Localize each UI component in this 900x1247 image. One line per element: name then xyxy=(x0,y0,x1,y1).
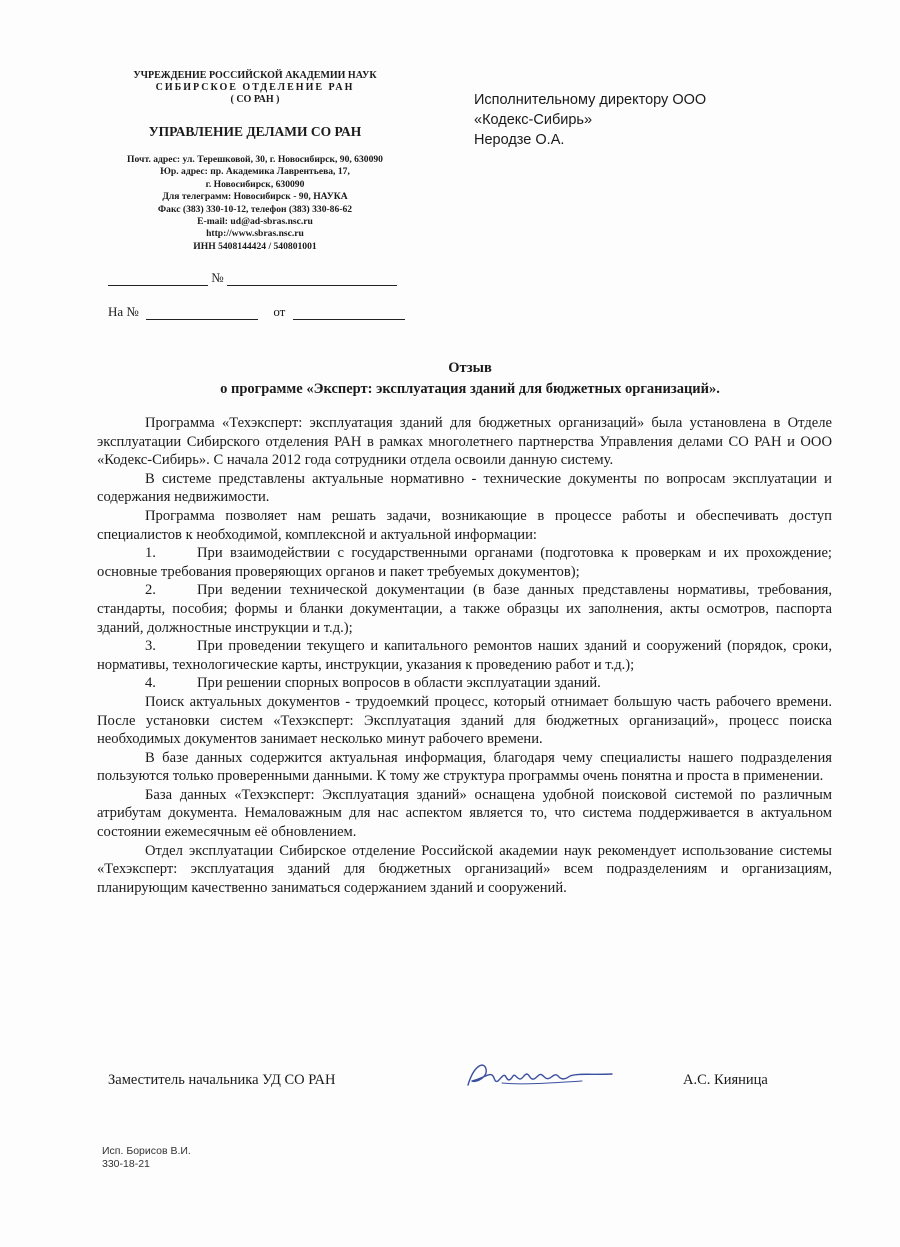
list-item-number: 1. xyxy=(145,545,156,562)
reference-number-label: На № xyxy=(108,304,139,319)
address-line: Юр. адрес: пр. Академика Лаврентьева, 17, xyxy=(160,166,350,178)
list-item-number: 2. xyxy=(145,582,156,599)
address-line: Почт. адрес: ул. Терешковой, 30, г. Новосибирск, 90, 630090 xyxy=(127,154,383,165)
list-item xyxy=(97,674,832,693)
address-line: http://www.sbras.nsc.ru xyxy=(206,228,304,240)
recipient-line: Исполнительному директору ООО xyxy=(474,92,707,108)
executor-phone: 330-18-21 xyxy=(102,1158,150,1170)
list-item-text: При проведении текущего и капитального ремонтов наших зданий и сооружений (порядок, сроки, нормативы, технологические карты, инструкции, указания к проведению работ и т.д.); xyxy=(97,638,832,673)
document-title xyxy=(100,358,840,400)
paragraph: В базе данных содержится актуальная информация, благодаря чему специалисты нашего подразделения пользуются только проверенными данными. К тому же структура программы очень понятна и проста в применении. xyxy=(97,749,832,785)
list-item-text: При ведении технической документации (в базе данных представлены нормативы, требования, стандарты, пособия; формы и бланки документации, а также образцы их заполнения, акты осмотров, паспорта зданий, должностные инструкции и т.д.); xyxy=(97,582,832,636)
paragraph: Программа «Техэксперт: эксплуатация зданий для бюджетных организаций» была установлена в Отделе эксплуатации Сибирского отделения РАН в рамках многолетнего партнерства Управления делами СО РАН и ООО «Кодекс-Сибирь». С начала 2012 года сотрудники отдела освоили данную систему. xyxy=(97,415,832,469)
list-item-text: При решении спорных вопросов в области эксплуатации зданий. xyxy=(197,675,601,692)
recipient-line: Неродзе О.А. xyxy=(474,132,565,148)
address-line: г. Новосибирск, 630090 xyxy=(205,178,305,190)
list-item-number: 3. xyxy=(145,638,156,655)
paragraph: Программа позволяет нам решать задачи, возникающие в процессе работы и обеспечивать доступ специалистов к необходимой, комплексной и актуальной информации: xyxy=(97,507,832,543)
recipient-block xyxy=(474,90,774,150)
outgoing-number-line xyxy=(108,270,408,290)
outgoing-number-blank xyxy=(108,271,208,286)
org-line-3: ( СО РАН ) xyxy=(230,94,280,105)
address-line: Для телеграмм: Новосибирск - 90, НАУКА xyxy=(162,191,348,203)
address-line: Факс (383) 330-10-12, телефон (383) 330-86-62 xyxy=(157,203,353,215)
reference-number-blank xyxy=(146,305,258,320)
department-name: УПРАВЛЕНИЕ ДЕЛАМИ СО РАН xyxy=(148,124,362,139)
reference-date-blank xyxy=(293,305,405,320)
list-item xyxy=(97,637,832,674)
outgoing-date-blank xyxy=(227,271,397,286)
org-line-2: СИБИРСКОЕ ОТДЕЛЕНИЕ РАН xyxy=(155,82,355,93)
list-item xyxy=(97,544,832,581)
org-line-1: УЧРЕЖДЕНИЕ РОССИЙСКОЙ АКАДЕМИИ НАУК xyxy=(133,70,377,81)
paragraph: В системе представлены актуальные нормативно - технические документы по вопросам эксплуатации и содержания недвижимости. xyxy=(97,470,832,506)
signatory-name: А.С. Кияница xyxy=(683,1072,768,1088)
executor-name: Исп. Борисов В.И. xyxy=(102,1145,191,1157)
paragraph: База данных «Техэксперт: Эксплуатация зданий» оснащена удобной поисковой системой по различным атрибутам документа. Немаловажным для нас аспектом является то, что система поддерживается в актуальном состоянии ежемесячным её обновлением. xyxy=(97,786,832,841)
organization-name xyxy=(90,70,420,106)
address-line: E-mail: ud@ad-sbras.nsc.ru xyxy=(197,216,313,228)
paragraph: Отдел эксплуатации Сибирское отделение Российской академии наук рекомендует использование системы «Техэксперт: эксплуатация зданий для бюджетных организаций» всем подразделениям и организациям, планирующим качественно заниматься содержанием зданий и сооружений. xyxy=(97,842,832,896)
paragraph: Поиск актуальных документов - трудоемкий процесс, который отнимает большую часть рабочего времени. После установки систем «Техэксперт: Эксплуатация зданий для бюджетных организаций», процесс поиска необходимых документов занимает несколько минут рабочего времени. xyxy=(97,693,832,748)
list-item-number: 4. xyxy=(145,675,156,692)
title-line-2: о программе «Эксперт: эксплуатация зданий для бюджетных организаций». xyxy=(220,381,720,397)
address-line: ИНН 5408144424 / 540801001 xyxy=(193,240,317,252)
list-item-text: При взаимодействии с государственными органами (подготовка к проверкам и их прохождение; основные требования проверяющих органов и пакет требуемых документов); xyxy=(97,545,832,580)
executor-block xyxy=(102,1145,191,1171)
address-block xyxy=(90,154,420,253)
signatory-position: Заместитель начальника УД СО РАН xyxy=(108,1072,336,1088)
number-label: № xyxy=(211,270,224,285)
letter-body xyxy=(97,414,832,897)
recipient-line: «Кодекс-Сибирь» xyxy=(474,112,593,128)
from-label: от xyxy=(273,304,286,319)
list-item xyxy=(97,581,832,637)
reference-number-line xyxy=(108,304,408,324)
handwritten-signature xyxy=(462,1055,622,1095)
title-line-1: Отзыв xyxy=(448,360,492,376)
